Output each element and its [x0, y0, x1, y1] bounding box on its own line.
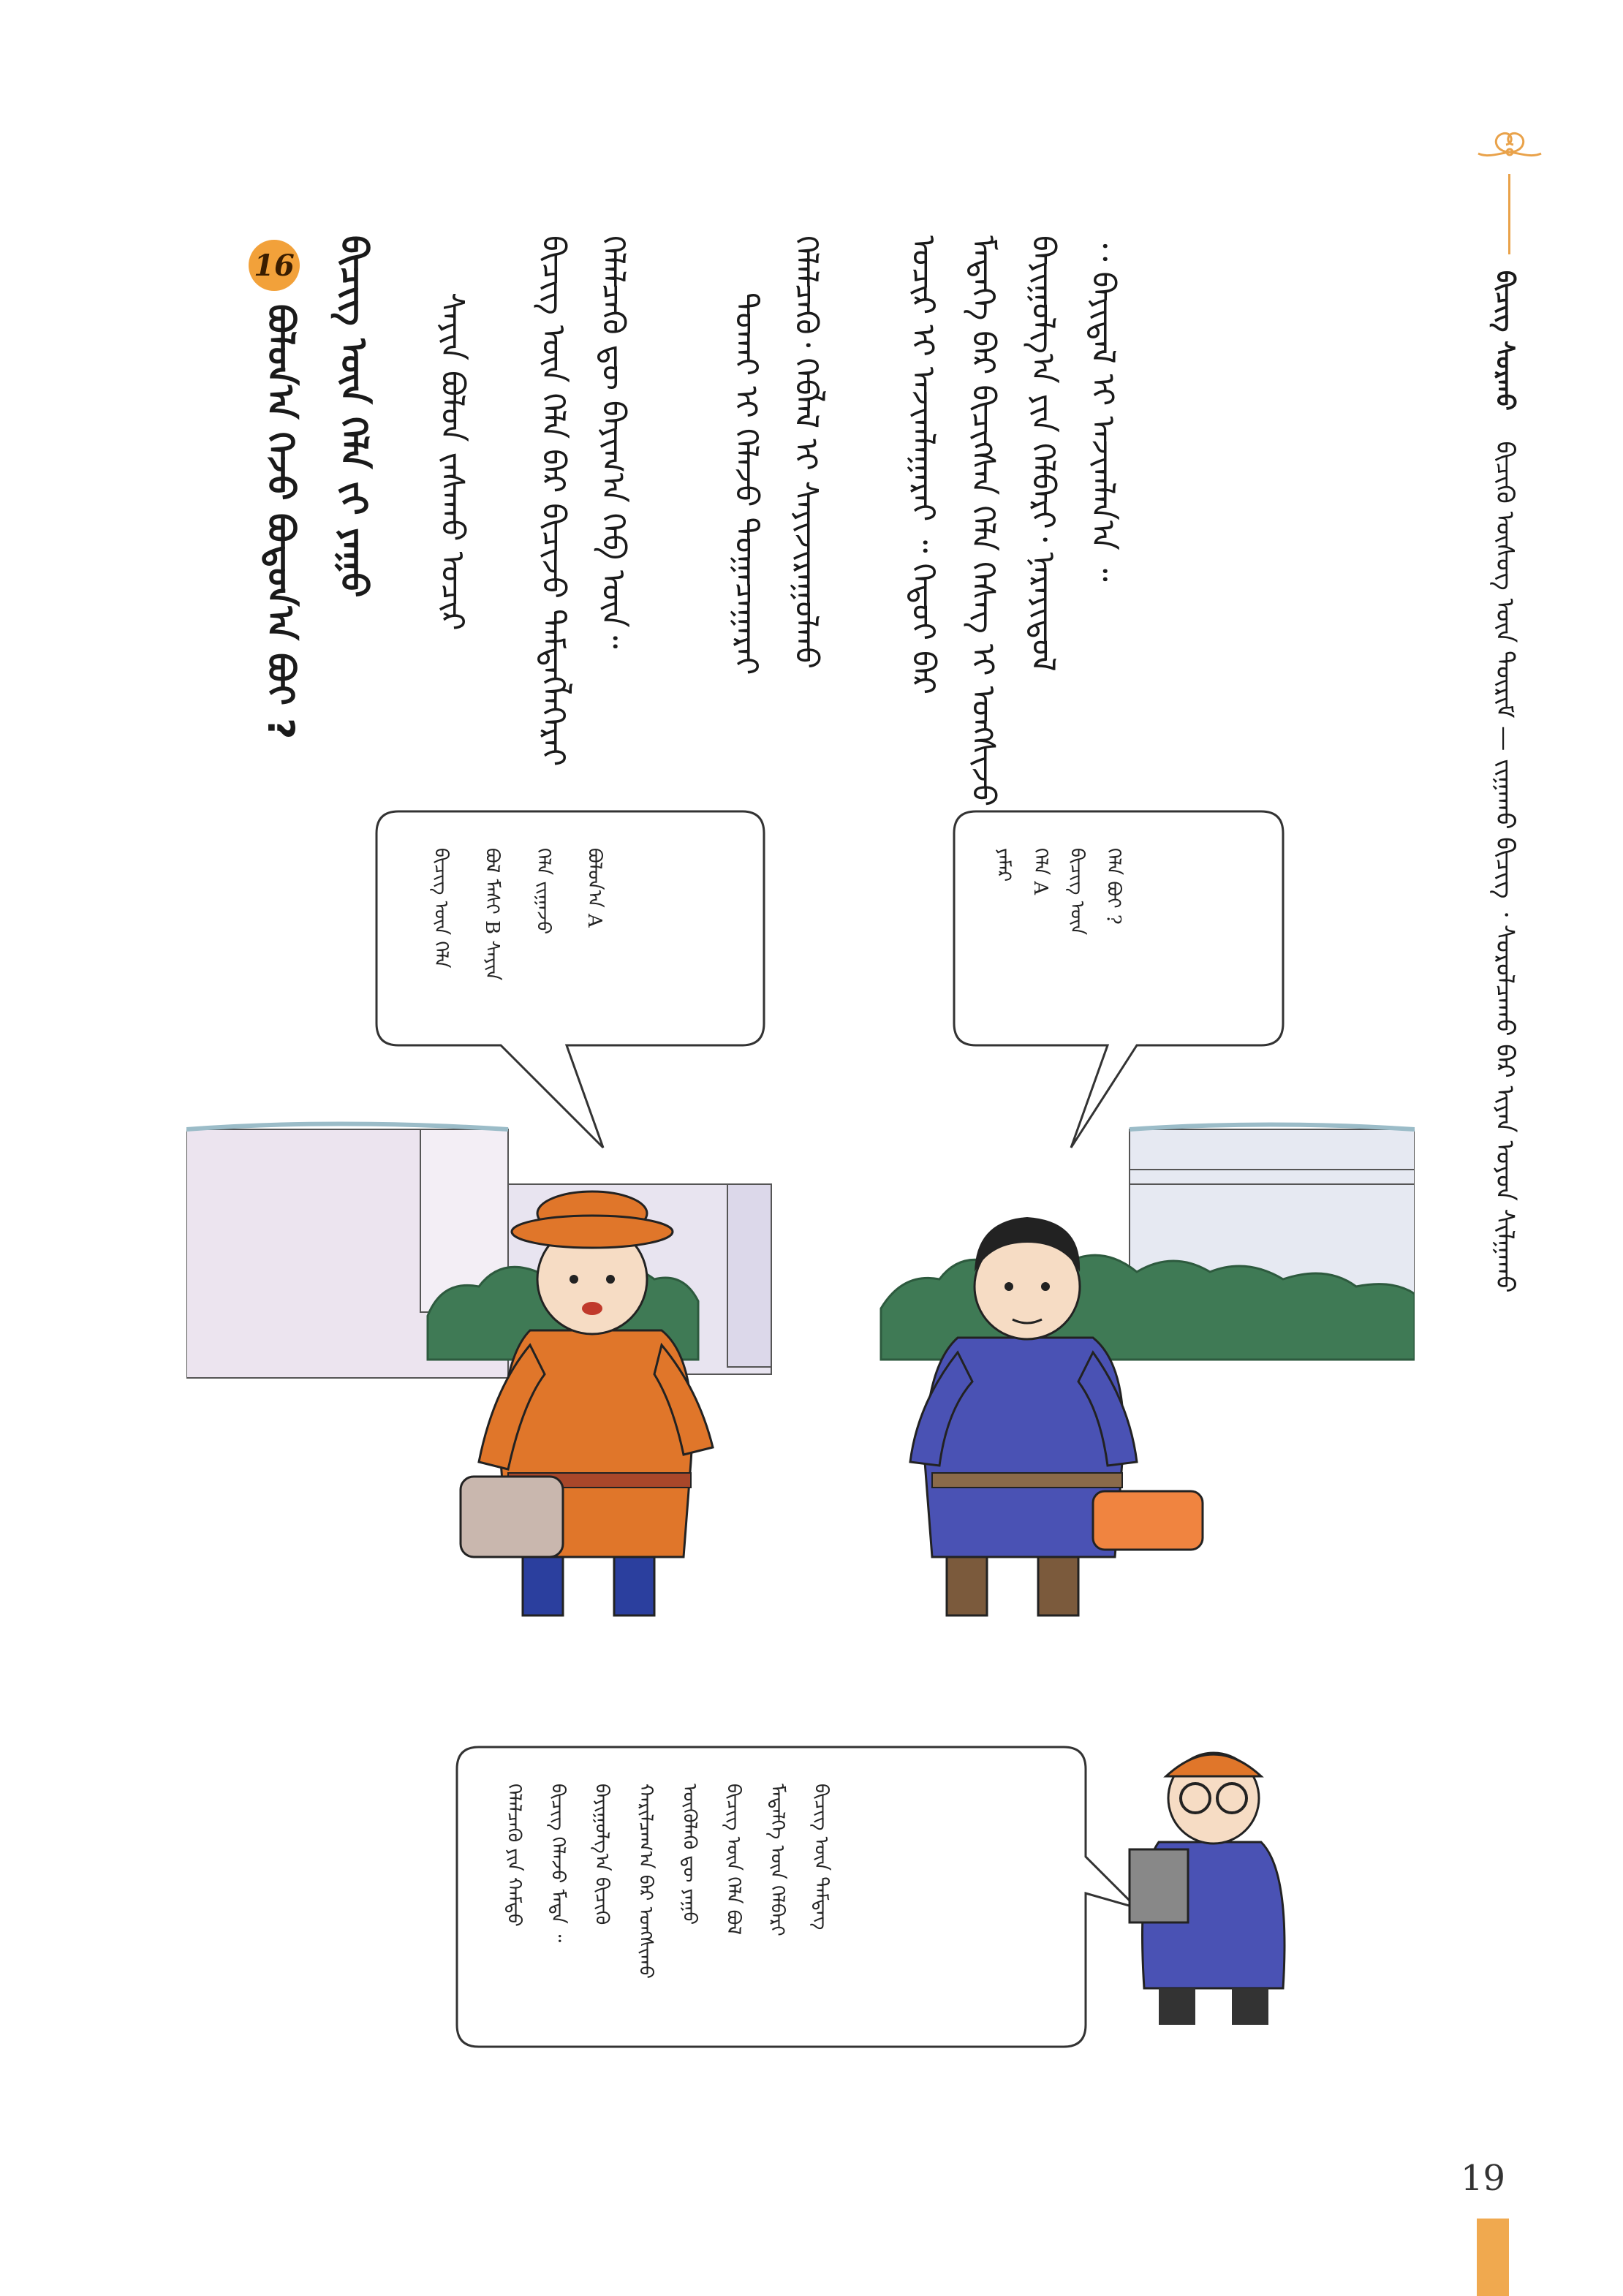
- bubble-text-blue: ᠪᠢᠴᠢᠭ᠌ ᠦᠨ: [1066, 848, 1088, 936]
- ornament-icon: [1469, 123, 1550, 174]
- bubble-text-boy: ᠪᠠᠶᠢᠭᠤᠯᠭ᠎ᠠ ᠪᠢᠴᠢᠬᠦ: [591, 1784, 613, 1925]
- body-column: ᠤᠴᠢᠷ ᠢ ᠠᠵᠢᠭᠯᠠᠭᠠᠷᠠᠢ ᠃ ᠬᠡᠳᠦᠢ ᠪᠡᠷ: [904, 235, 942, 695]
- body-column: ᠂᠂ ᠪᠠᠶᠢᠳᠠᠯ ᠢ ᠠᠵᠢᠭᠯᠠᠨ᠎ᠠ ᠃: [1084, 235, 1121, 582]
- page-tab: [1477, 2219, 1509, 2296]
- boy-with-glasses: [1130, 1753, 1285, 2025]
- bubble-text-boy: ᠮᠡᠳᠡᠯᠭᠡ ᠦᠨ ᠬᠡᠯᠪᠡᠷᠢ: [766, 1784, 788, 1936]
- bubble-text-boy: ᠬᠠᠷᠢᠯᠴᠠᠭ᠎ᠠ ᠪᠠᠷ ᠤᠩᠰᠢᠬᠤ: [635, 1784, 657, 1979]
- bubble-text-orange: ᠪᠤᠯ ᠮᠠᠰᠢ B ᠰᠠᠶᠢᠨ: [481, 848, 503, 981]
- bubble-text-blue: ᠶᠠᠮᠠᠷ: [993, 848, 1015, 882]
- body-column: ᠬᠡᠯᠡᠯᠴᠡᠬᠦ᠂ ᠬᠡᠪᠯᠡᠯ ᠢ ᠰᠠᠶᠢᠵᠢᠷᠠᠭᠤᠯᠬᠤ: [787, 235, 825, 670]
- bubble-text-boy: ᠪᠢᠴᠢᠭ᠌ ᠦᠨ ᠬᠡᠯᠡ ᠪᠤᠯ: [722, 1784, 744, 1935]
- header-rule: [1508, 174, 1510, 254]
- section-label: ᠪᠢᠴᠢᠭ᠌ ᠰᠤᠷᠬᠤ: [1490, 270, 1519, 411]
- question-line: ᠪᠢᠴᠢᠭ ᠦᠨ ᠬᠡᠯᠡ ᠵᠢ ᠶᠠᠭᠤ: [333, 235, 375, 598]
- exercise-number-badge: 16: [249, 240, 300, 291]
- body-column: ᠬᠡᠯᠡᠯᠴᠡᠬᠦ ᠳᠦ ᠪᠠᠶᠢᠭ᠎ᠠ ᠬᠡᠪ ᠦᠨ᠃: [594, 235, 632, 649]
- bubble-text-blue: ᠬᠡᠯᠡ ᠪᠤᠢ ?: [1102, 848, 1124, 925]
- body-column: ᠲᠤᠬᠠᠶ ᠢ ᠬᠡᠯᠡᠵᠦ ᠲᠤᠭᠠᠴᠠᠭᠠᠷᠠᠢ: [727, 292, 765, 675]
- bubble-text-orange: ᠬᠡᠯᠡ ᠵᠢᠭᠠᠵᠤ: [532, 848, 554, 935]
- bubble-text-orange: ᠪᠢᠴᠢᠭ᠌ ᠦᠨ ᠬᠡᠯᠡ: [430, 848, 452, 969]
- bubble-text-boy: ᠦᠭᠦᠯᠡᠬᠦ ᠳᠦ ᠶᠠᠭᠤ: [678, 1784, 700, 1925]
- body-column: ᠪᠢᠴᠢᠭ᠌ ᠦᠨ ᠬᠡᠯᠡ ᠪᠠᠷ ᠪᠢᠴᠢᠵᠦ ᠲᠡᠮᠳᠡᠭᠯᠡᠭᠡᠷᠡᠢ: [534, 235, 572, 767]
- bubble-text-blue: ᠬᠡᠯᠡ A: [1029, 848, 1051, 895]
- body-column: ᠪᠠᠶᠢᠭᠤᠯᠭ᠎ᠠ ᠶᠢᠨ ᠬᠡᠯᠪᠡᠷᠢ᠂ ᠨᠡᠷᠡᠶᠢᠳᠦᠯ: [1024, 235, 1062, 672]
- bubble-text-boy: ᠬᠡᠯᠡᠯᠴᠡᠬᠦ ᠶᠢᠨ ᠬᠠᠮᠲᠤ: [503, 1784, 525, 1927]
- running-head: [1483, 270, 1526, 1293]
- body-column: ᠮᠡᠳᠡᠭᠡ ᠪᠠᠷ ᠪᠢᠴᠢᠭᠰᠡᠨ ᠬᠡᠯᠡ ᠬᠡᠰᠡᠭ ᠢ ᠤᠩᠰᠢᠵᠤ: [964, 235, 1002, 807]
- bubble-text-orange: ᠪᠤᠯᠤᠨ᠎ᠠ A: [583, 848, 605, 928]
- question-line: ᠪᠤᠯᠤᠨ᠎ᠠ ᠬᠡᠵᠦ ᠪᠤᠳᠤᠨ᠎ᠠ ᠪᠤᠢ ?: [260, 304, 302, 740]
- bubble-text-boy: ᠪᠢᠴᠢᠭ᠌ ᠦᠨ ᠲᠡᠮᠳᠡᠭ: [810, 1784, 832, 1931]
- body-column: ᠰᠠᠶᠢᠨ ᠪᠤᠯᠤᠨ ᠵᠠᠰᠠᠬᠤ ᠤᠴᠢᠷ: [434, 292, 471, 631]
- page-number: 19: [1461, 2158, 1506, 2199]
- bubble-text-boy: ᠪᠢᠴᠢᠭ ᠬᠡᠯᠡᠵᠦ ᠮᠡᠳᠡ ᠃: [547, 1784, 569, 1943]
- running-head-text: ᠪᠢᠴᠢᠬᠦ ᠦᠰᠦᠭ ᠦᠨ ᠳᠦᠷᠢᠮ — ᠵᠢᠭᠠᠬᠤ ᠪᠢᠴᠢᠭ᠌ ᠂ ᠰᠤᠷᠤᠯᠴᠠᠬᠤ ᠪᠠᠷ ᠢᠶᠠᠨ ᠣᠶᠤᠨ ᠰᠢᠯᠭᠠᠬᠤ: [1490, 441, 1519, 1293]
- illustration: [186, 804, 1415, 2164]
